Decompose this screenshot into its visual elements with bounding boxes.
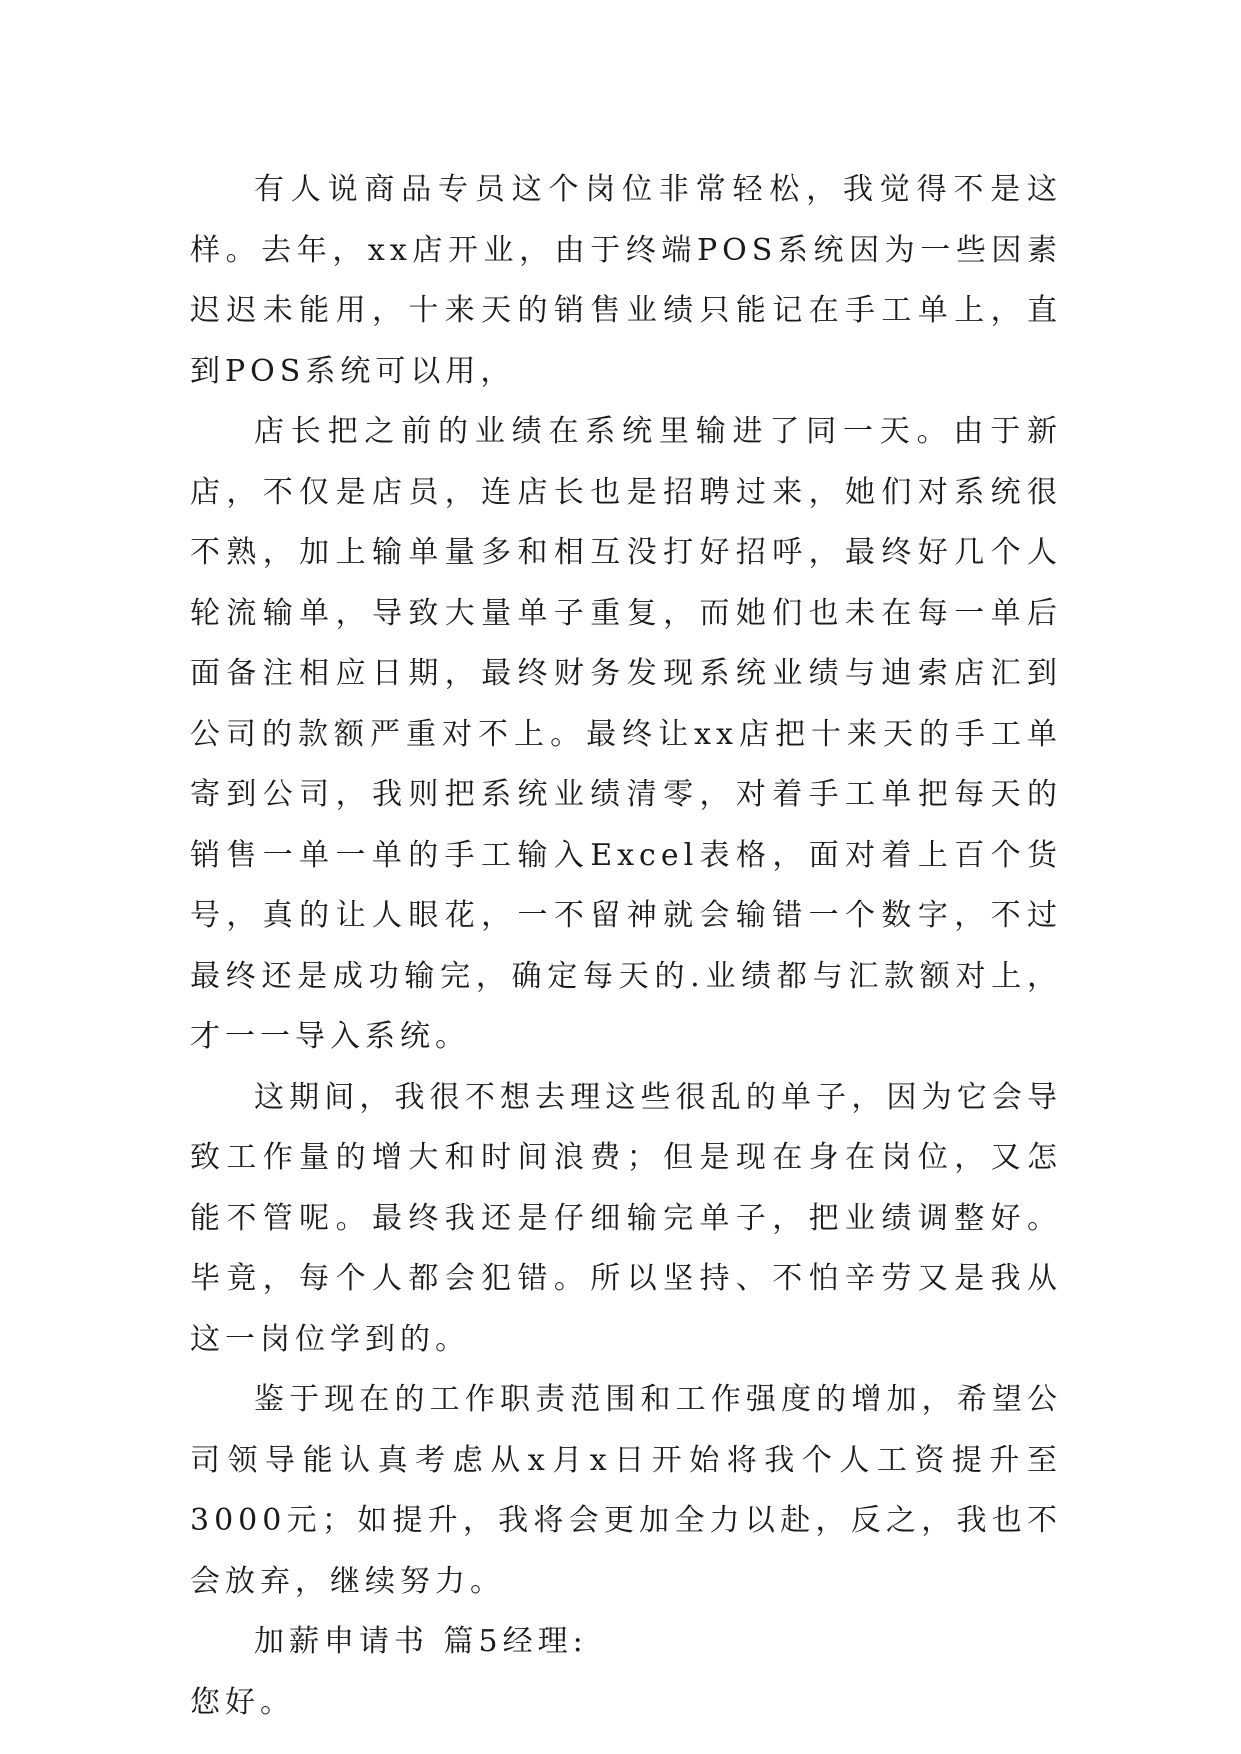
paragraph-2: 店长把之前的业绩在系统里输进了同一天。由于新店，不仅是店员，连店长也是招聘过来，她们对系统很不熟，加上输单量多和相互没打好招呼，最终好几个人轮流输单，导致大量单子重复，而她们也未在每一单后面备注相应日期，最终财务发现系统业绩与迪索店汇到公司的款额严重对不上。最终让xx店把十来天的手工单寄到公司，我则把系统业绩清零，对着手工单把每天的销售一单一单的手工输入Excel表格，面对着上百个货号，真的让人眼花，一不留神就会输错一个数字，不过最终还是成功输完，确定每天的.业绩都与汇款额对上，才一一导入系统。 bbox=[190, 414, 1062, 1054]
paragraph-3: 这期间，我很不想去理这些很乱的单子，因为它会导致工作量的增大和时间浪费；但是现在身在岗位，又怎能不管呢。最终我还是仔细输完单子，把业绩调整好。毕竟，每个人都会犯错。所以坚持、不怕辛劳又是我从这一岗位学到的。 bbox=[190, 1079, 1062, 1357]
paragraph-5-heading: 加薪申请书 篇5经理: bbox=[254, 1624, 588, 1659]
document-body bbox=[190, 160, 1062, 1733]
paragraph-1: 有人说商品专员这个岗位非常轻松，我觉得不是这样。去年，xx店开业，由于终端POS系统因为一些因素迟迟未能用，十来天的销售业绩只能记在手工单上，直到POS系统可以用， bbox=[190, 172, 1062, 389]
closing-greeting: 您好。 bbox=[190, 1684, 295, 1720]
paragraph-4: 鉴于现在的工作职责范围和工作强度的增加，希望公司领导能认真考虑从x月x日开始将我个人工资提升至3000元；如提升，我将会更加全力以赴，反之，我也不会放弃，继续努力。 bbox=[190, 1382, 1062, 1599]
